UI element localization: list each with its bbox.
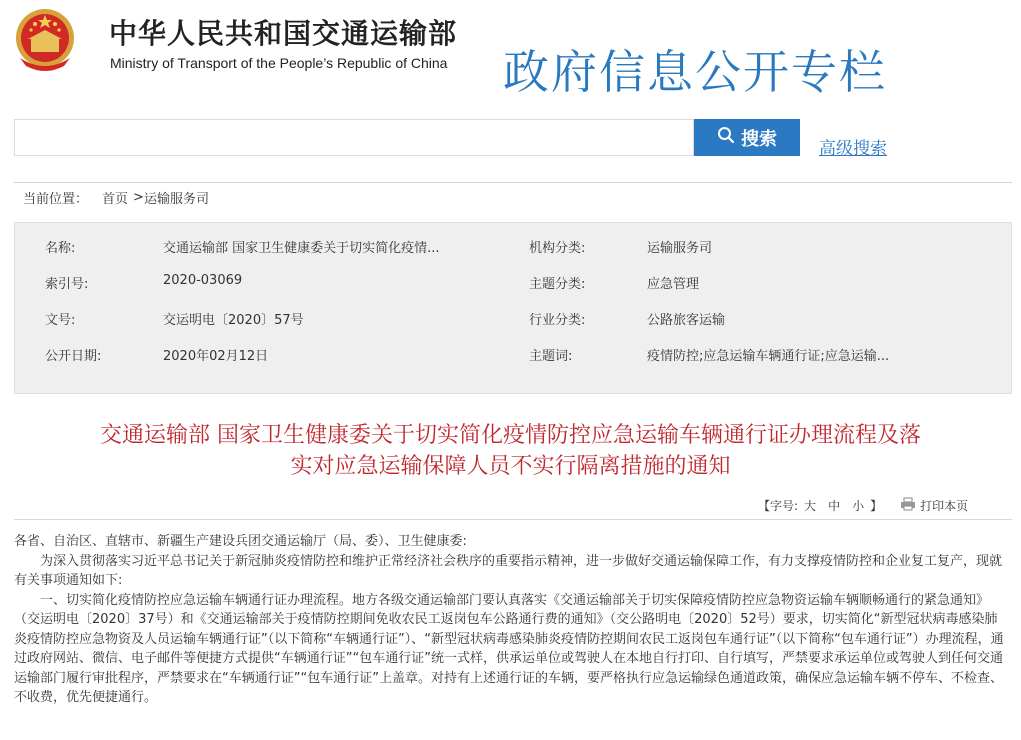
article-paragraph-2: 一、切实简化疫情防控应急运输车辆通行证办理流程。地方各级交通运输部门要认真落实《交通运输部关于切实保障疫情防控应急物资运输车辆顺畅通行的紧急通知》（交运明电〔2020〕37号）和《交通运输部关于疫情防控期间免收农民工返岗包车公路通行费的通知》（交公路明电〔2020〕52号）要求，切实简化“新型冠状病毒感染肺炎疫情防控应急物资及人员运输车辆通行证”（以下简称“车辆通行证”）、“新型冠状病毒感染肺炎疫情防控期间农民工返岗包车通行证”（以下简称“包车通行证”）办理流程，通过政府网站、微信、电子邮件等便捷方式提供“车辆通行证”“包车通行证”统一式样，供承运单位或驾驶人在本地自行打印、自行填写，严禁要求承运单位或驾驶人到任何交通运输部门履行审批程序，严禁要求在“车辆通行证”“包车通行证”上盖章。对持有上述通行证的车辆，要严格执行应急运输绿色通道政策，确保应急运输车辆不停车、不检查、不收费，优先便捷通行。 [14, 592, 1004, 705]
breadcrumb-current-link[interactable]: 运输服务司 [143, 192, 209, 207]
info-label-index: 索引号: [45, 277, 89, 292]
info-value-topic: 应急管理 [647, 277, 700, 292]
article-title [0, 420, 1021, 482]
printer-icon [900, 497, 916, 514]
search-button[interactable] [694, 119, 800, 156]
info-label-name: 名称: [45, 241, 76, 256]
breadcrumb-label: 当前位置： [23, 192, 89, 207]
info-label-keywords: 主题词: [529, 349, 573, 364]
ministry-name-chinese: 中华人民共和国交通运输部 [109, 17, 458, 50]
info-label-agency: 机构分类: [529, 241, 586, 256]
article-title-line-1: 交通运输部 国家卫生健康委关于切实简化疫情防控应急运输车辆通行证办理流程及落 [100, 423, 921, 448]
info-label-publish-date: 公开日期: [45, 349, 102, 364]
ministry-name-english: Ministry of Transport of the People’s Republic of China [110, 55, 448, 71]
font-size-tools [758, 497, 968, 514]
advanced-search-link[interactable]: 高级搜索 [819, 139, 887, 159]
column-title: 政府信息公开专栏 [503, 45, 887, 99]
breadcrumb [14, 182, 1012, 212]
print-button[interactable] [900, 497, 968, 514]
font-size-bracket: 】 [870, 499, 883, 513]
info-value-index: 2020-03069 [163, 273, 243, 288]
info-value-industry: 公路旅客运输 [647, 313, 726, 328]
info-value-keywords: 疫情防控;应急运输车辆通行证;应急运输... [647, 349, 890, 364]
print-label: 打印本页 [920, 499, 969, 513]
article-paragraph-1: 为深入贯彻落实习近平总书记关于新冠肺炎疫情防控和维护正常经济社会秩序的重要指示精神，进一步做好交通运输保障工作，有力支撑疫情防控和企业复工复产，现就有关事项通知如下: [14, 553, 1003, 588]
article-body [14, 532, 1006, 708]
article-recipients: 各省、自治区、直辖市、新疆生产建设兵团交通运输厅（局、委）、卫生健康委: [14, 534, 467, 549]
info-value-agency: 运输服务司 [647, 241, 713, 256]
document-info-panel [14, 222, 1012, 394]
font-size-label: 【字号: [758, 499, 799, 513]
info-label-industry: 行业分类: [529, 313, 586, 328]
info-value-doc-number: 交运明电〔2020〕57号 [163, 313, 304, 328]
font-size-large-button[interactable]: 大 [804, 499, 817, 513]
info-label-topic: 主题分类: [529, 277, 586, 292]
divider [14, 519, 1012, 520]
info-value-name: 交通运输部 国家卫生健康委关于切实简化疫情... [163, 241, 440, 256]
font-size-small-button[interactable]: 小 [852, 499, 865, 513]
article-title-line-2: 实对应急运输保障人员不实行隔离措施的通知 [290, 454, 731, 479]
search-icon [717, 126, 735, 149]
search-input[interactable] [14, 119, 694, 156]
info-label-doc-number: 文号: [45, 313, 76, 328]
breadcrumb-home-link[interactable]: 首页 [102, 192, 129, 207]
breadcrumb-separator: > [133, 190, 144, 205]
font-size-medium-button[interactable]: 中 [828, 499, 841, 513]
search-button-label: 搜索 [741, 128, 777, 149]
info-value-publish-date: 2020年02月12日 [163, 349, 269, 364]
national-emblem-icon [14, 8, 76, 74]
